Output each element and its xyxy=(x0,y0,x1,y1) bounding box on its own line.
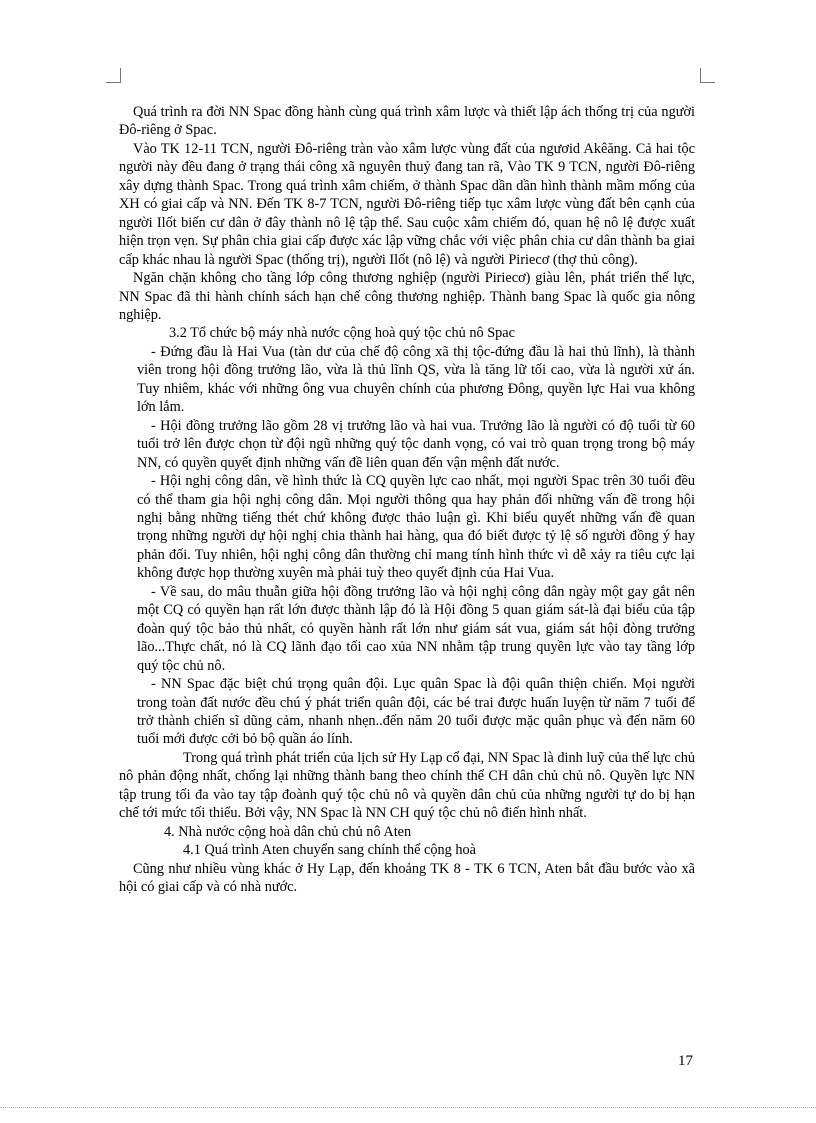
crop-mark-top-right xyxy=(700,68,715,83)
paragraph-spac-summary: Trong quá trình phát triển của lịch sử Hy Lạp cổ đại, NN Spac là dinh luỹ của thế lực chủ nô phản động nhất, chống lại những thành bang theo chính thể CH dân chủ chủ nô. Quyền lực NN tập trung tối đa vào tay tập đoành quý tộc chủ nô và quyền dân chủ của những người tự do bị hạn chế tới mức tối thiểu. Bởi vậy, NN Spac là NN CH quý tộc chủ nô điển hình nhất. xyxy=(119,749,695,822)
section-heading-4-1: 4.1 Quá trình Aten chuyển sang chính thể cộng hoà xyxy=(183,842,477,859)
page-body xyxy=(119,103,695,896)
paragraph-agriculture-policy: Ngăn chặn không cho tầng lớp công thương nghiệp (người Piriecơ) giàu lên, phát triển thế lực, NN Spac đã thi hành chính sách hạn chế công thương nghiệp. Thành bang Spac là quốc gia nông nghiệp. xyxy=(119,270,695,323)
page-number: 17 xyxy=(678,1053,693,1069)
paragraph-dorian-invasion: Vào TK 12-11 TCN, người Đô-riêng tràn vào xâm lược vùng đất của ngươid Akêăng. Cả hai tộc người này đều đang ở trạng thái công xã nguyên thuỷ đang tan rã, Vào TK 9 TCN, người Đô-riêng xây dựng thành Spac. Trong quá trình xâm chiếm, ở thành Spac dần dần hình thành mầm mống của XH có giai cấp và NN. Đến TK 8-7 TCN, người Đô-riêng tiếp tục xâm lược vùng đất bên cạnh của người Ilốt biến cư dân ở đây thành nô lệ tập thể. Sau cuộc xâm chiếm đó, quan hệ nô lệ được xuất hiện trọn vẹn. Sự phân chia giai cấp được xác lập vững chắc với việc phân chia cư dân thành ba giai cấp khác nhau là người Spac (thống trị), người Ilốt (nô lệ) và người Piriecơ (thợ thủ công). xyxy=(119,140,695,268)
paragraph-spac-origin: Quá trình ra đời NN Spac đồng hành cùng quá trình xâm lược và thiết lập ách thống trị của người Đô-riêng ở Spac. xyxy=(119,104,695,139)
page-bottom-divider xyxy=(0,1107,816,1108)
paragraph-ephors: - Về sau, do mâu thuẫn giữa hội đồng trưởng lão và hội nghị công dân ngày một gay gắt nên một CQ có quyền hạn rất lớn được thành lập đó là Hội đồng 5 quan giám sát-là đại biểu của tập đoàn quý tộc bảo thủ nhất, có quyền hành rất lớn như giám sát vua, giám sát hội đòng trưởng lão...Thực chất, nó là CQ lãnh đạo tối cao xủa NN nhằm tập trung quyền lực vào tay tầng lớp quý tộc chủ nô. xyxy=(137,583,695,674)
section-heading-3-2: 3.2 Tổ chức bộ máy nhà nước cộng hoà quý tộc chủ nô Spac xyxy=(169,325,515,342)
paragraph-army: - NN Spac đặc biệt chú trọng quân đội. Lục quân Spac là đội quân thiện chiến. Mọi người trong toàn đất nước đều chú ý phát triển quân đội, các bé trai được huấn luyện từ năm 7 tuổi để trở thành chiến sĩ dũng cảm, nhanh nhẹn..đến năm 20 tuổi được mặc quân phục và đến năm 60 tuổi mới được cởi bỏ bộ quần áo lính. xyxy=(137,676,695,748)
paragraph-aten-intro: Cũng như nhiều vùng khác ở Hy Lạp, đến khoảng TK 8 - TK 6 TCN, Aten bắt đầu bước vào xã hội có giai cấp và có nhà nước. xyxy=(119,860,695,896)
paragraph-two-kings: - Đứng đầu là Hai Vua (tàn dư của chế độ công xã thị tộc-đứng đầu là hai thủ lĩnh), là thành viên trong hội đồng trưởng lão, vừa là thủ lĩnh QS, vừa là tăng lữ tối cao, vừa là người xử án. Tuy nhiêm, khác với những ông vua chuyên chính của phương Đông, quyền lực Hai vua không lớn lắm. xyxy=(137,343,695,416)
section-heading-4: 4. Nhà nước cộng hoà dân chủ chủ nô Aten xyxy=(164,823,412,840)
paragraph-council-of-elders: - Hội đồng trưởng lão gồm 28 vị trưởng lão và hai vua. Trưởng lão là người có độ tuổi từ 60 tuổi trở lên được chọn từ đội ngũ những quý tộc danh vọng, có vai trò quan trọng trong bộ máy NN, có quyền quyết định những vấn đề liên quan đến vận mệnh đất nước. xyxy=(137,417,695,471)
paragraph-citizen-assembly: - Hội nghị công dân, về hình thức là CQ quyền lực cao nhất, mọi người Spac trên 30 tuổi đều có thể tham gia hội nghị công dân. Mọi người thông qua hay phản đối những vấn đề trong hội nghị bằng những tiếng thét chứ không được thảo luận gì. Khi biểu quyết những vấn đề quan trọng những người dự hội nghị chia thành hai hàng, qua đó biết được tỷ lệ số người đồng ý hay phản đối. Tuy nhiên, hội nghị công dân thường chỉ mang tính hình thức vì dễ xảy ra tiêu cực lại không được họp thường xuyên mà phải tuỳ theo quyết định của Hai Vua. xyxy=(137,473,695,582)
crop-mark-top-left xyxy=(106,68,121,83)
